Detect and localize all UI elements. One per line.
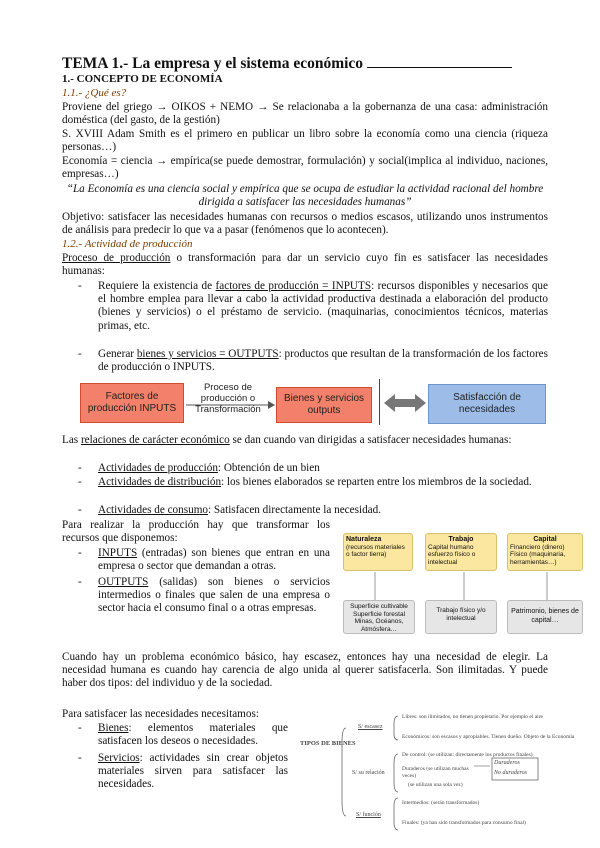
bullet-dash: - xyxy=(78,722,82,734)
control-goods-text: De control: (se utilizan: directamente los productos finales) xyxy=(402,752,533,758)
factor-nature-card: Naturaleza (recursos materiales o factor tierra) xyxy=(343,533,413,571)
arrow-right-icon xyxy=(184,400,276,410)
paragraph-adam-smith: S. XVIII Adam Smith es el primero en publicar un libro sobre la economía como una ciencia (riqueza personas…) xyxy=(62,128,548,154)
paragraph-origin: Proviene del griego → OIKOS + NEMO → Se relacionaba a la gobernanza de una casa: administración doméstica (del gasto, de la gestión) xyxy=(62,101,548,127)
inputs-box: Factores de producción INPUTS xyxy=(80,383,184,423)
bullet-dash: - xyxy=(78,280,82,292)
satisfaction-box: Satisfacción de necesidades xyxy=(428,384,546,424)
economic-goods-text: Económicos: son escasos y apropiables. Tienen dueño. Objeto de la Economía xyxy=(402,734,575,740)
bullet-inputs: Requiere la existencia de factores de producción = INPUTS: recursos disponibles y necesarios que el hombre emplea para llevar a cabo la actividad productiva destinada a elaboración del producto (bienes y servicios) o el préstamo de servicio. (maquinarias, conocimientos técnicos, materias primas, etc. xyxy=(98,280,548,332)
function-label: S/ función xyxy=(356,812,381,818)
paragraph-objective: Objetivo: satisfacer las necesidades humanas con recursos o medios escasos, utilizando unos instrumentos de análisis para predecir lo que va a pasar (fenómenos que lo acontecen). xyxy=(62,211,548,237)
diagram-divider xyxy=(379,379,380,425)
paragraph-to-satisfy: Para satisfacer las necesidades necesitamos: xyxy=(62,708,259,720)
bullet-dash: - xyxy=(78,462,82,474)
bullet-outputs: Generar bienes y servicios = OUTPUTS: productos que resultan de la transformación de los factores de producción o INPUTS. xyxy=(98,348,549,374)
durable-box-label: Duraderos xyxy=(494,760,520,766)
goods-root-label: TIPOS DE BIENES xyxy=(300,740,356,747)
capital-examples-box: Patrimonio, bienes de capital… xyxy=(507,600,583,634)
subsection-heading-1-2: 1.2.- Actividad de producción xyxy=(62,238,193,250)
relation-distribution: Actividades de distribución: los bienes elaborados se reparten entre los miembros de la sociedad. xyxy=(98,476,532,488)
definition-goods: Bienes: elementos materiales que satisfacen los deseos o necesidades. xyxy=(98,722,288,748)
definition-quote: “La Economía es una ciencia social y empírica que se ocupa de estudiar la actividad racional del hombre dirigida a satisfacer las necesidades humanas” xyxy=(66,183,544,209)
nature-examples-box: Superficie cultivable Superficie forestal Minas, Océanos, Atmósfera… xyxy=(343,600,415,634)
paragraph-needs: Cuando hay un problema económico básico, hay escasez, entonces hay una necesidad de elegir. La necesidad humana es cuando hay carencia de algo unida al querer satisfacerla. Son ilimitadas. Y puede haber dos tipos: del individuo y de la sociedad. xyxy=(62,651,548,690)
relation-label: S/ su relación xyxy=(352,770,385,776)
factor-work-card: Trabajo Capital humano esfuerzo físico o intelectual xyxy=(425,533,497,571)
paragraph-resources: Para realizar la producción hay que transformar los recursos que disponemos: xyxy=(62,519,330,545)
nondurable-box-label: No duraderos xyxy=(494,770,527,776)
bullet-dash: - xyxy=(78,504,82,516)
definition-services: Servicios: actividades sin crear objetos materiales sirven para satisfacer las necesidades. xyxy=(98,752,288,791)
section-heading-1: 1.- CONCEPTO DE ECONOMÍA xyxy=(62,73,223,85)
double-arrow-icon xyxy=(384,393,426,413)
subsection-heading-1-1: 1.1.- ¿Qué es? xyxy=(62,87,127,99)
factor-capital-card: Capital Financiero (dinero) Físico (maquinaria, herramientas…) xyxy=(507,533,583,571)
paragraph-production-process: Proceso de producción o transformación para dar un servicio cuyo fin es satisfacer las necesidades humanas: xyxy=(62,252,548,278)
relation-consumption: Actividades de consumo: Satisfacen directamente la necesidad. xyxy=(98,504,382,516)
title-underline xyxy=(367,55,512,68)
definition-outputs: OUTPUTS (salidas) son bienes o servicios intermedios o finales que salen de una empresa o sector hacia el consumo final o a otras empresas. xyxy=(98,576,330,615)
work-examples-box: Trabajo físico y/o intelectual xyxy=(425,600,497,634)
bullet-dash: - xyxy=(78,476,82,488)
scarcity-label: S/ escasez xyxy=(358,724,383,730)
definition-inputs: INPUTS (entradas) son bienes que entran en una empresa o sector que demandan a otras. xyxy=(98,547,330,573)
outputs-box: Bienes y servicios outputs xyxy=(276,387,372,423)
free-goods-text: Libres: son ilimitados, no tienen propietario. Por ejemplo el aire xyxy=(402,714,543,720)
relation-production: Actividades de producción: Obtención de un bien xyxy=(98,462,320,474)
bullet-dash: - xyxy=(78,547,82,559)
intermediate-goods-text: Intermedios: (serán transformados) xyxy=(402,800,480,806)
final-goods-text: Finales: (ya han sido transformados para consumo final) xyxy=(402,820,526,826)
bullet-dash: - xyxy=(78,576,82,588)
bullet-dash: - xyxy=(78,752,82,764)
page-title: TEMA 1.- La empresa y el sistema económico xyxy=(62,55,512,73)
paragraph-economy-definition: Economía = ciencia → empírica(se puede demostrar, formulación) y social(implica al individuo, naciones, empresas…) xyxy=(62,155,548,181)
paragraph-economic-relations: Las relaciones de carácter económico se dan cuando van dirigidas a satisfacer necesidades humanas: xyxy=(62,434,512,446)
bullet-dash: - xyxy=(78,348,82,360)
single-use-text: (se utilizan una sola vez) xyxy=(408,782,463,788)
transformation-label: Proceso de producción o Transformación xyxy=(195,381,261,415)
durable-goods-text: Duraderos (se utilizan muchas veces) xyxy=(402,766,469,779)
